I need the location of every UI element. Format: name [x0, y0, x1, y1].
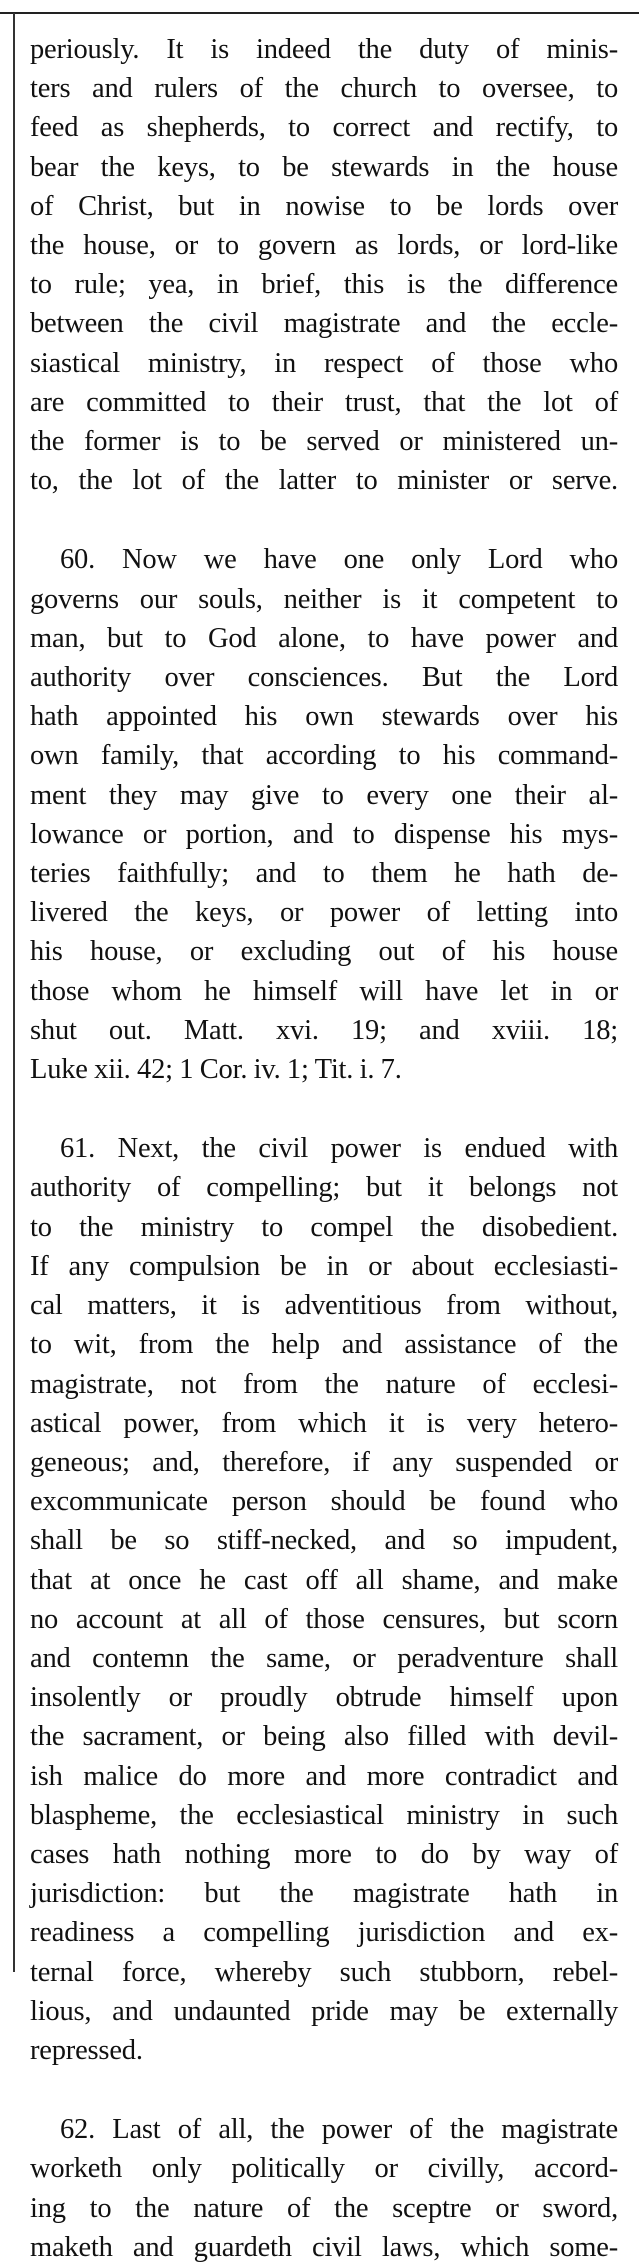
text-line: astical power, from which it is very hetero-	[30, 1407, 618, 1439]
text-line: authority over consciences. But the Lord	[30, 662, 618, 694]
text-line: excommunicate person should be found who	[30, 1486, 618, 1518]
text-line: 60. Now we have one only Lord who	[60, 544, 618, 576]
text-line: that at once he cast off all shame, and make	[30, 1564, 618, 1596]
text-line: own family, that according to his command-	[30, 740, 618, 772]
text-line: governs our souls, neither is it competent to	[30, 583, 618, 615]
text-line: periously. It is indeed the duty of minis-	[30, 34, 618, 65]
text-line: If any compulsion be in or about ecclesiasti-	[30, 1250, 618, 1282]
text-line: the house, or to govern as lords, or lord-like	[30, 230, 618, 262]
text-line: are committed to their trust, that the lot of	[30, 386, 618, 418]
text-line: livered the keys, or power of letting into	[30, 897, 618, 929]
text-line: his house, or excluding out of his house	[30, 936, 618, 968]
text-line: ternal force, whereby such stubborn, rebel-	[30, 1956, 618, 1988]
text-line: cal matters, it is adventitious from without,	[30, 1290, 618, 1322]
text-line: feed as shepherds, to correct and rectify, to	[30, 112, 618, 144]
text-line: to wit, from the help and assistance of the	[30, 1329, 618, 1361]
text-line: magistrate, not from the nature of ecclesi-	[30, 1368, 618, 1400]
text-line: geneous; and, therefore, if any suspended or	[30, 1446, 618, 1478]
text-line: to, the lot of the latter to minister or serve.	[30, 465, 618, 497]
text-line: blaspheme, the ecclesiastical ministry in such	[30, 1799, 618, 1831]
text-line: lious, and undaunted pride may be externally	[30, 1995, 618, 2027]
text-line: insolently or proudly obtrude himself upon	[30, 1682, 618, 1714]
text-line: ish malice do more and more contradict and	[30, 1760, 618, 1792]
paragraph-62	[30, 2110, 618, 2267]
text-line: lowance or portion, and to dispense his mys-	[30, 818, 618, 850]
text-line: to rule; yea, in brief, this is the difference	[30, 269, 618, 301]
text-line: Luke xii. 42; 1 Cor. iv. 1; Tit. i. 7.	[30, 1054, 402, 1086]
text-line: hath appointed his own stewards over his	[30, 701, 618, 733]
text-line: shall be so stiff-necked, and so impudent,	[30, 1525, 618, 1557]
text-line: between the civil magistrate and the eccle-	[30, 308, 618, 340]
text-line: of Christ, but in nowise to be lords over	[30, 190, 618, 222]
text-line: no account at all of those censures, but scorn	[30, 1603, 618, 1635]
paragraph-continuation	[30, 30, 618, 500]
text-line: jurisdiction: but the magistrate hath in	[30, 1878, 618, 1910]
text-line: the sacrament, or being also filled with devil-	[30, 1721, 618, 1753]
text-line: readiness a compelling jurisdiction and ex-	[30, 1917, 618, 1949]
text-line: to the ministry to compel the disobedient.	[30, 1211, 618, 1243]
text-line: 61. Next, the civil power is endued with	[60, 1133, 618, 1165]
text-line: the former is to be served or ministered un-	[30, 426, 618, 458]
text-line: ment they may give to every one their al-	[30, 779, 618, 811]
text-line: 62. Last of all, the power of the magistrate	[60, 2114, 618, 2146]
text-line: worketh only politically or civilly, accord-	[30, 2153, 618, 2185]
text-line: cases hath nothing more to do by way of	[30, 1838, 618, 1870]
paragraph-60	[30, 540, 618, 1089]
text-line: those whom he himself will have let in or	[30, 975, 618, 1007]
text-line: ters and rulers of the church to oversee, to	[30, 73, 618, 105]
text-line: teries faithfully; and to them he hath de-	[30, 858, 618, 890]
text-line: ing to the nature of the sceptre or sword,	[30, 2192, 618, 2224]
text-line: man, but to God alone, to have power and	[30, 622, 618, 654]
text-line: shut out. Matt. xvi. 19; and xviii. 18;	[30, 1014, 618, 1046]
text-line: repressed.	[30, 2034, 143, 2066]
top-rule	[0, 12, 639, 14]
text-line: and contemn the same, or peradventure shall	[30, 1642, 618, 1674]
text-line: bear the keys, to be stewards in the house	[30, 151, 618, 183]
text-column	[30, 30, 618, 2267]
margin-rule	[13, 13, 15, 1972]
text-line: siastical ministry, in respect of those who	[30, 347, 618, 379]
text-line: authority of compelling; but it belongs not	[30, 1172, 618, 1204]
text-line: maketh and guardeth civil laws, which some-	[30, 2231, 618, 2263]
paragraph-61	[30, 1129, 618, 2070]
